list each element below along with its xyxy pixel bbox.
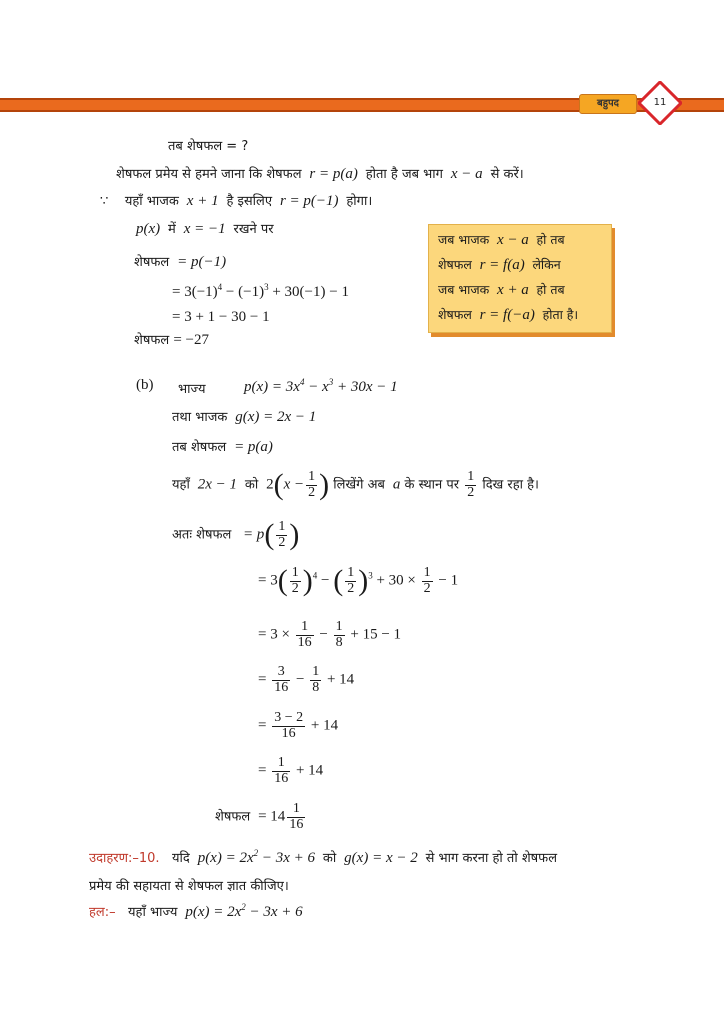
text: होता है जब भाग [365,167,443,182]
text: यहाँ [172,477,190,493]
remainder-step-1 [134,252,226,271]
text: है इसलिए [226,194,273,209]
math: a [389,476,401,493]
part-b-label: (b) [136,377,154,393]
note-line [438,256,561,274]
text: यहाँ भाज्य [128,905,178,920]
math: x = −1 [179,221,230,237]
text: शेषफल [134,255,170,270]
example-10-line-1 [89,848,557,867]
text: अतः शेषफल [172,527,232,543]
text: शेषफल [438,307,472,322]
line-then-remainder-b [172,437,273,456]
line-substitute [136,219,274,238]
calc-step-5: = $\frac{1}{16}$ + 14 [258,755,324,786]
note-line [438,231,565,249]
math: = p(a) [230,439,273,455]
note-line [438,281,565,299]
since-symbol: ∵ [100,194,109,209]
final-remainder-b [215,802,307,832]
calc-step-4: = $\frac{3 - 2}{16}$ + 14 [258,710,339,741]
remainder-step-3: = 3 + 1 − 30 − 1 [172,309,270,325]
text: हो तब [536,232,565,247]
text: होगा। [346,194,373,209]
calc-step-1: = 3( $\frac{1}{2}$ )$^4$ − ( $\frac{1}{2}$ )$^3$ + 30 × $\frac{1}{2}$ − 1 [258,564,459,598]
note-line [438,306,578,324]
remainder-step-2: = $3(-1)^4 - (-1)^3 + 30(-1) - 1$ [172,282,349,300]
text: से करें। [490,167,524,182]
text: को [244,477,259,493]
math: x + a [493,282,533,298]
math: r = p(−1) [276,193,343,209]
line-divisor-b [172,407,316,426]
line-rewrite: यहाँ 2x − 1 को 2(x − $\frac{1}{2}$ ) लिखेंगे अब a के स्थान पर $\frac{1}{2}$ दिख रहा है। [172,468,539,502]
text: को [322,851,337,866]
text: शेषफल [134,333,170,348]
math: g(x) = 2x − 1 [231,409,317,425]
text: लिखेंगे अब [333,477,385,493]
line-then-remainder [168,136,248,154]
math: 2 [262,476,274,493]
math: g(x) = x − 2 [340,850,422,866]
line-hence-remainder: अतः शेषफल = p( $\frac{1}{2}$ ) [172,518,300,552]
example-label: उदाहरण:–10. [89,851,160,866]
math: p(x) [136,221,164,237]
text: हो तब [536,282,565,297]
text: दिख रहा है। [482,477,539,493]
text: लेकिन [532,257,561,272]
math: x − a [493,232,533,248]
solution-line [89,902,303,921]
math: r = f(a) [475,257,529,273]
text: यदि [171,851,190,866]
text: में [168,222,176,237]
dividend-word: भाज्य [178,382,206,397]
math: r = p(a) [305,166,362,182]
line-divisor [100,191,372,210]
text: जब भाजक [438,232,490,247]
math: = 14 [254,808,286,825]
text: शेषफल प्रमेय से हमने जाना कि शेषफल [116,167,302,182]
math: = −27 [173,332,210,348]
note-box [428,224,612,333]
math: x + 1 [183,193,223,209]
solution-label: हल:– [89,905,116,920]
text: शेषफल [215,809,251,825]
text: जब भाजक [438,282,490,297]
text: यहाँ भाजक [124,194,179,209]
text: रखने पर [233,222,274,237]
math: $p(x) = 2x^2 - 3x + 6$ [181,902,303,920]
line-remainder-theorem [116,164,524,183]
example-10-line-2: प्रमेय की सहायता से शेषफल ज्ञात कीजिए। [89,879,289,894]
math: r = f(−a) [475,307,539,323]
calc-step-2: = 3 × $\frac{1}{16}$ − $\frac{1}{8}$ + 15 − 1 [258,619,402,650]
math: $p(x) = 2x^2 - 3x + 6$ [193,848,319,866]
remainder-final [134,330,209,349]
math: $\frac{1}{2}$ [467,469,475,500]
text: के स्थान पर [404,477,460,493]
text: तब शेषफल [172,440,227,455]
text: से भाग करना हो तो शेषफल [425,851,558,866]
dividend-expression: $p(x) = 3x^4 - x^3 + 30x - 1$ [244,377,398,395]
text: होता है। [542,307,579,322]
math: $\frac{1}{16}$ [289,801,304,832]
page-number: 11 [653,97,667,108]
text: तथा भाजक [172,410,228,425]
math: x − a [447,166,487,182]
calc-step-3: = $\frac{3}{16}$ − $\frac{1}{8}$ + 14 [258,664,355,695]
math: = p [235,526,265,543]
chapter-tab: बहुपद [579,94,637,114]
math: 2x − 1 [193,476,241,493]
math: = p(−1) [173,254,227,270]
text: तब शेषफल = ? [168,139,249,154]
text: शेषफल [438,257,472,272]
